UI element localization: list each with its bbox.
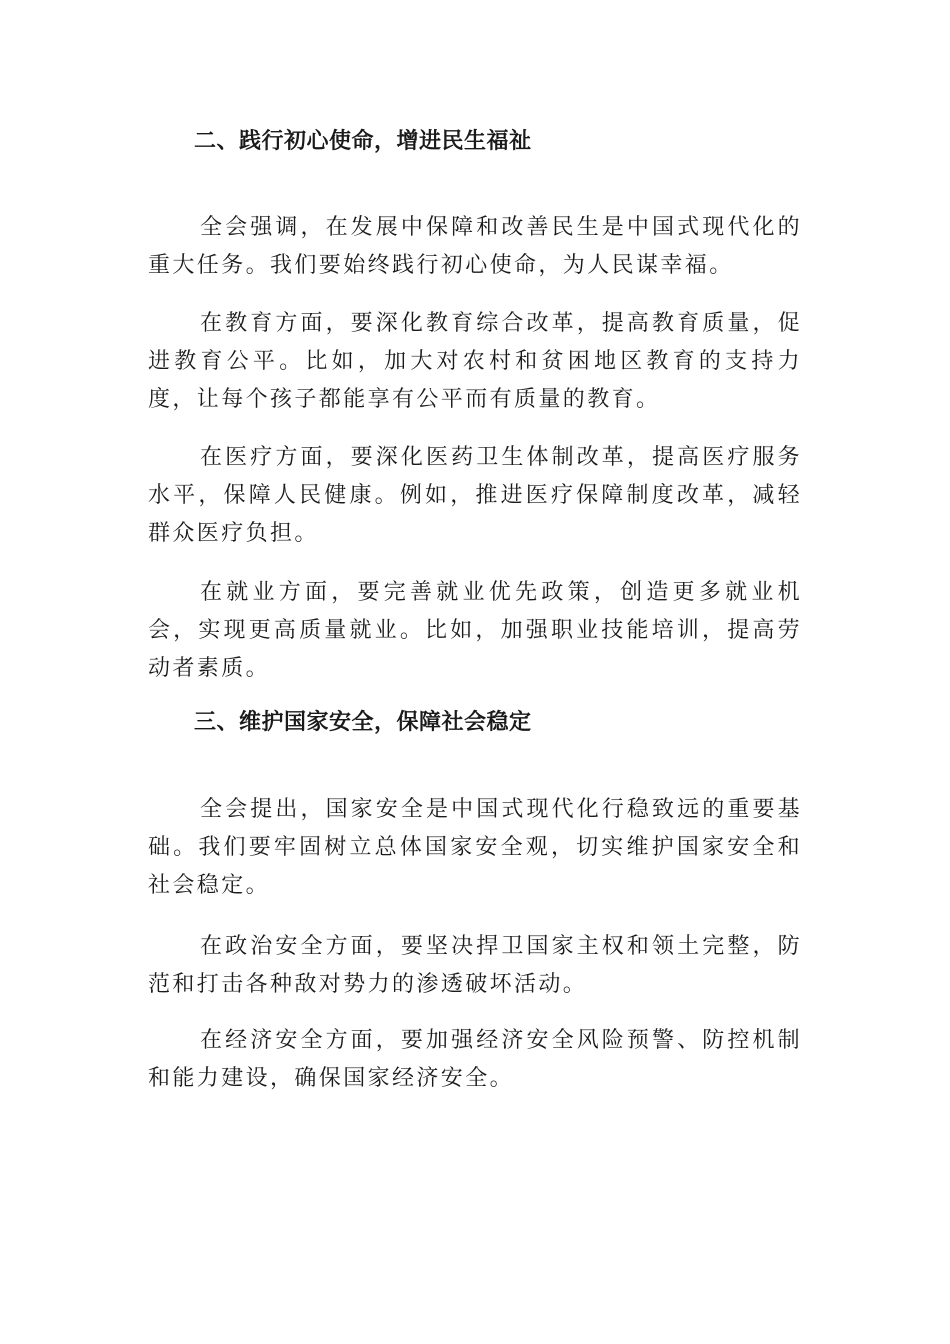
body-paragraph: 在就业方面，要完善就业优先政策，创造更多就业机会，实现更高质量就业。比如，加强职业技能培训，提高劳动者素质。 [148,580,802,681]
body-paragraph: 在医疗方面，要深化医药卫生体制改革，提高医疗服务水平，保障人民健康。例如，推进医疗保障制度改革，减轻群众医疗负担。 [148,445,802,546]
body-paragraph: 全会强调，在发展中保障和改善民生是中国式现代化的重大任务。我们要始终践行初心使命，为人民谋幸福。 [148,215,802,278]
section-heading: 三、维护国家安全，保障社会稳定 [194,710,532,735]
body-paragraph: 全会提出，国家安全是中国式现代化行稳致远的重要基础。我们要牢固树立总体国家安全观，切实维护国家安全和社会稳定。 [148,797,802,898]
body-paragraph: 在政治安全方面，要坚决捍卫国家主权和领土完整，防范和打击各种敌对势力的渗透破坏活动。 [148,934,802,997]
section-heading: 二、践行初心使命，增进民生福祉 [194,129,532,154]
body-paragraph: 在教育方面，要深化教育综合改革，提高教育质量，促进教育公平。比如，加大对农村和贫困地区教育的支持力度，让每个孩子都能享有公平而有质量的教育。 [148,311,802,412]
body-paragraph: 在经济安全方面，要加强经济安全风险预警、防控机制和能力建设，确保国家经济安全。 [148,1028,802,1091]
